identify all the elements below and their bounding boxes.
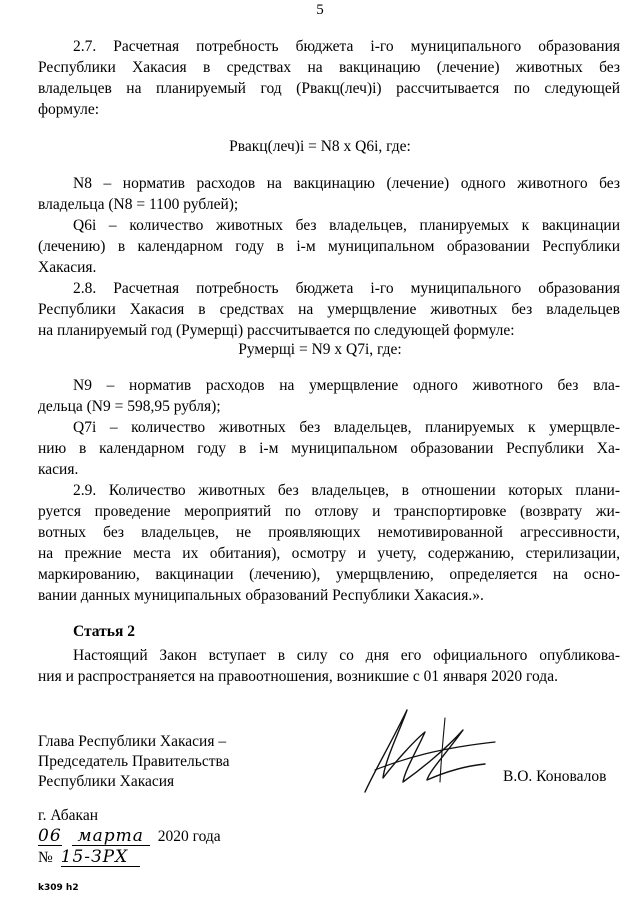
text-line: 2.9. Количество животных без владельцев, в отношении которых плани- <box>73 482 620 499</box>
date-line <box>38 827 221 846</box>
text-line: на планируемый год (Румерщi) рассчитывается по следующей формуле: <box>38 322 515 339</box>
date-month: марта <box>72 827 150 846</box>
text-line: ния и распространяется на правоотношения, возникшие с 01 января 2020 года. <box>38 668 558 685</box>
page-number: 5 <box>316 2 324 18</box>
text-line: Республики Хакасия <box>38 773 175 790</box>
date-year: 2020 года <box>157 828 221 845</box>
number-line <box>38 848 140 867</box>
text-line: маркированию, вакцинации (лечению), умерщвлению, определяется на осно- <box>38 566 620 583</box>
text-line: (лечению) в календарном году в i-м муниципальном образовании Республики <box>38 238 620 255</box>
number-value: 15-ЗРХ <box>61 848 141 867</box>
text-line: вании данных муниципальных образований Республики Хакасия.». <box>38 587 484 604</box>
text-line: Глава Республики Хакасия – <box>38 733 227 750</box>
text-line: 2.8. Расчетная потребность бюджета i-го муниципального образования <box>73 280 620 297</box>
formula-vaccination: Рвакц(леч)i = N8 x Q6i, где: <box>229 138 411 155</box>
text-line: Q7i – количество животных без владельцев, планируемых к умерщвле- <box>73 419 620 436</box>
text-line: формуле: <box>38 101 100 118</box>
place: г. Абакан <box>38 807 99 824</box>
handwritten-signature <box>345 700 505 800</box>
text-line: руется проведение мероприятий по отлову и транспортировке (возврату жи- <box>38 503 620 520</box>
article-2-heading: Статья 2 <box>73 623 135 640</box>
text-line: касия. <box>38 461 79 478</box>
text-line: нию в календарном году в i-м муниципальном образовании Республики Ха- <box>38 440 620 457</box>
text-line: Настоящий Закон вступает в силу со дня его официального опубликова- <box>73 647 620 664</box>
text-line: владельцев на планируемый год (Рвакц(леч)i) рассчитывается по следующей <box>38 80 620 97</box>
text-line: Республики Хакасия в средствах на умерщвление животных без владельцев <box>38 301 620 318</box>
text-line: 2.7. Расчетная потребность бюджета i-го муниципального образования <box>73 38 620 55</box>
signatory-name: В.О. Коновалов <box>503 768 607 785</box>
date-day: 06 <box>38 826 62 846</box>
formula-euthanasia: Румерщi = N9 x Q7i, где: <box>238 341 402 358</box>
text-line: дельца (N9 = 598,95 рубля); <box>38 398 221 415</box>
text-line: Хакасия. <box>38 259 97 276</box>
text-line: вотных без владельцев, не проявляющих немотивированной агрессивности, <box>38 524 620 541</box>
number-prefix: № <box>38 849 53 866</box>
text-line: владельца (N8 = 1100 рублей); <box>38 196 239 213</box>
footer-code: k309 h2 <box>38 883 79 893</box>
text-line: на прежние места их обитания), осмотру и учету, содержанию, стерилизации, <box>38 545 620 562</box>
text-line: Q6i – количество животных без владельцев, планируемых к вакцинации <box>73 217 620 234</box>
text-line: Республики Хакасия в средствах на вакцинацию (лечение) животных без <box>38 59 620 76</box>
text-line: N8 – норматив расходов на вакцинацию (лечение) одного животного без <box>73 175 620 192</box>
text-line: Председатель Правительства <box>38 753 230 770</box>
text-line: N9 – норматив расходов на умерщвление одного животного без вла- <box>73 377 620 394</box>
